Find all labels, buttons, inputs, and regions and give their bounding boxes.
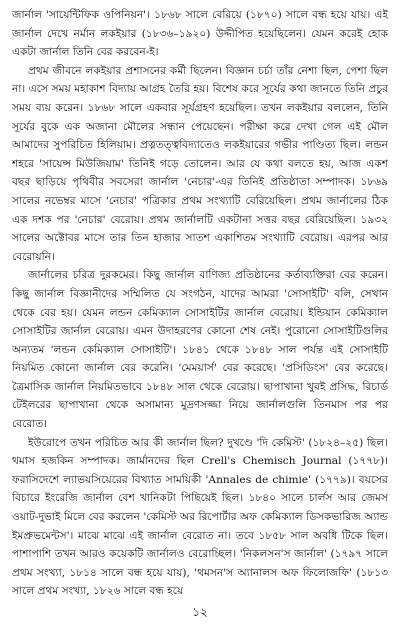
paragraph-2: প্রথম জীবনে লকইয়ার প্রশাসনের কর্মী ছিলেন। বিজ্ঞান চর্চা তাঁর নেশা ছিল, পেশা ছিল না। এসে সময় মহাকাশ বিদ্যায় আগ্রহ তৈরি হয়। বিশেষ করে সূর্যের কথা জানতে তিনি প্রচুর সময় ব্যয় করেন। ১৮৬৮ সালে একবার সূর্যগ্রহণ হয়েছিল। তখন লকইয়ার বললেন, তিনি সূর্যের বুকে এক অজানা মৌলের সন্ধান পেয়েছেন। পরীক্ষা করে দেখা গেল এই মৌল আমাদের সুপরিচিত হিলিয়াম। প্রত্নতত্ত্ববিদ্যাতেও লকইয়ারের গভীর পাণ্ডিত্য ছিল। লন্ডন শহরে 'সায়েন্স মিউজিয়াম' তিনিই গড়ে তোলেন। আর যে কথা বলতে হয়, আজ একশ বছর ছাড়িয়ে পৃথিবীর সবসেরা জার্নাল 'নেচার'-এর তিনিই প্রতিষ্ঠাতা সম্পাদক। ১৮৬৯ সালের নভেম্বর মাসে 'নেচার' পত্রিকার প্রথম সংখ্যাটি বেরিয়েছিল। প্রথম জার্নালের ঠিক এক দশক পর 'নেচার' বেরোয়। প্রথম জার্নালটি একটানা সত্তর বছর বেরিয়েছিল। ১৯৩২ সালের অক্টোবর মাসে তার তিন হাজার সাতশ একাশিতম সংখ্যাটি বেরোয়। এরপর আর বেরোয়নি।: [12, 64, 388, 263]
page-number: ১২: [192, 605, 208, 620]
paragraph-1: জার্নাল 'সায়েন্টিফিক ওপিনিয়ন'। ১৮৬৮ সালে বেরিয়ে (১৮৭০) সালে বন্ধ হয়ে যায়। এই জার্নাল দেখে নর্মান লকইয়ার (১৮৩৬–১৯২০) উদ্দীপিত হয়েছিলেন। যেমন করেই হোক একটা জার্নাল তিনি বের করবেন-ই।: [12, 9, 388, 59]
paragraph-4: ইউরোপে তখন পরিচিত আর কী জার্নাল ছিল? দুখণ্ডে 'দি কেমিস্ট' (১৮২৪–২৫) ছিল। থমাস হজকিন সম্পাদক। জার্মানদের ছিল Crell's Chemisch Journal (১৭৭৮)। ফরাসিদেশে ল্যাভয়সিয়েরের বিখ্যাত সাময়িকী 'Annales de chimie' (১৭৭৯)। বয়সের বিচারে ইংরেজি জার্নাল বেশ খানিকটা পিছিয়েই ছিল। ১৮৪০ সালে চার্লস আর জেমস ওয়াট-দুভাই মিলে বের করলেন 'কেমিস্ট অর রিপোর্টার অফ কেমিক্যাল ডিসকভারিজ অ্যান্ড ইমপ্রুভমেন্টস'। মাঝে মাঝে এই জার্নাল বেরোত না। তবে ১৮৫৮ সাল অবধি টিকে ছিল। পাশাপাশি তখন আরও কয়েকটি জার্নালও বেরোচ্ছিল। 'নিকলসন'স জার্নাল' (১৭৯৭ সালে প্রথম সংখ্যা, ১৮১৪ সালে বন্ধ হয়ে যায়), 'থমসন'স অ্যানালস অফ ফিলোজফি' (১৮১৩ সালে প্রথম সংখ্যা, ১৮২৬ সালে বন্ধ হয়ে: [12, 436, 388, 598]
paragraph-3: জার্নালের চরিত্র দুরকমের। কিছু জার্নাল বাণিজ্য প্রতিষ্ঠানের কর্তাব্যক্তিরা বের করেন। কিছু জার্নাল বিজ্ঞানীদের সম্মিলিত যে সংগঠন, যাদের আমরা 'সোসাইটি' বলি, সেখান থেকে বের হয়। যেমন লন্ডন কেমিক্যাল সোসাইটির জার্নাল বেরোয়। ইন্ডিয়ান কেমিক্যাল সোসাইটির জার্নাল বেরোয়। এমন উদাহরণের কোনো শেষ নেই। পুরোনো সোসাইটিগুলির অন্যতম 'লন্ডন কেমিক্যাল সোসাইটি'। ১৮৪১ থেকে ১৮৪৮ সাল পর্যন্ত এই সোসাইটি নিয়মিত কোনো জার্নাল বের করেনি। 'মেময়ার্স' বের করেছে। 'প্রসিডিংস' বের করেছে। ত্রৈমাসিক জার্নাল নিয়মিতভাবে ১৮৪৮ সাল থেকে বেরোয়। ছাপাখানা খুবই প্রসিদ্ধ, রিচার্ড টেইলরের ছাপাখানা থেকে অসামান্য মুদ্রণসজ্জা নিয়ে জার্নালগুলি তিনমাস পর পর বেরোত।: [12, 269, 388, 431]
